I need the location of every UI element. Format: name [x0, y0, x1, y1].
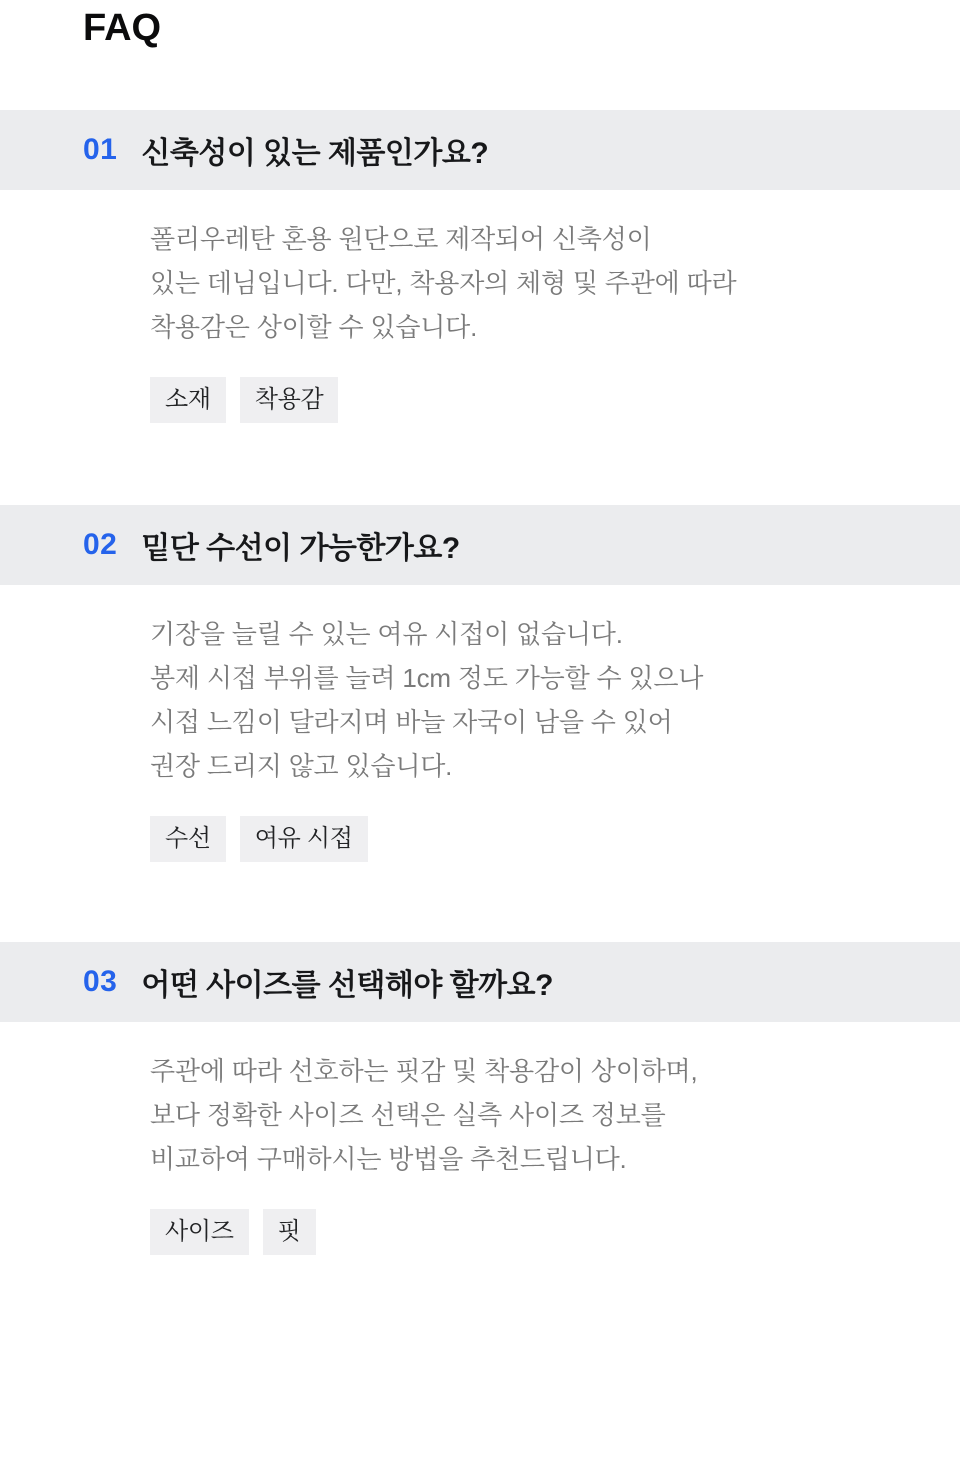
faq-item-03 [0, 942, 960, 1255]
answer-line: 주관에 따라 선호하는 핏감 및 착용감이 상이하며, [150, 1055, 698, 1086]
answer-line: 있는 데님입니다. 다만, 착용자의 체형 및 주관에 따라 [150, 267, 737, 298]
faq-question-text: 밑단 수선이 가능한가요? [141, 531, 460, 565]
answer-line: 착용감은 상이할 수 있습니다. [150, 311, 478, 342]
faq-question-text: 어떤 사이즈를 선택해야 할까요? [141, 968, 553, 1002]
answer-line: 비교하여 구매하시는 방법을 추천드립니다. [150, 1143, 627, 1174]
faq-question-text: 신축성이 있는 제품인가요? [141, 136, 489, 170]
answer-line: 봉제 시접 부위를 늘려 1cm 정도 가능할 수 있으나 [150, 662, 704, 693]
faq-item-01 [0, 110, 960, 423]
faq-question-bar-01 [0, 110, 960, 190]
faq-answer-01 [150, 217, 960, 423]
faq-tags-02 [150, 816, 960, 862]
faq-answer-03 [150, 1049, 960, 1255]
faq-tags-03 [150, 1209, 960, 1255]
faq-item-02 [0, 505, 960, 862]
tag-badge: 착용감 [240, 377, 339, 423]
tag-badge: 핏 [263, 1209, 316, 1255]
answer-line: 권장 드리지 않고 있습니다. [150, 750, 453, 781]
tag-badge: 소재 [150, 377, 226, 423]
faq-question-number: 01 [83, 132, 118, 166]
tag-badge: 여유 시접 [240, 816, 368, 862]
answer-line: 보다 정확한 사이즈 선택은 실측 사이즈 정보를 [150, 1099, 666, 1130]
faq-question-bar-03 [0, 942, 960, 1022]
answer-line: 시접 느낌이 달라지며 바늘 자국이 남을 수 있어 [150, 706, 673, 737]
faq-question-bar-02 [0, 505, 960, 585]
faq-question-number: 03 [83, 964, 118, 998]
tag-badge: 사이즈 [150, 1209, 249, 1255]
page-title: FAQ [83, 7, 162, 49]
tag-badge: 수선 [150, 816, 226, 862]
faq-tags-01 [150, 377, 960, 423]
answer-line: 폴리우레탄 혼용 원단으로 제작되어 신축성이 [150, 223, 652, 254]
faq-answer-02 [150, 612, 960, 862]
answer-line: 기장을 늘릴 수 있는 여유 시접이 없습니다. [150, 618, 623, 649]
faq-question-number: 02 [83, 527, 118, 561]
